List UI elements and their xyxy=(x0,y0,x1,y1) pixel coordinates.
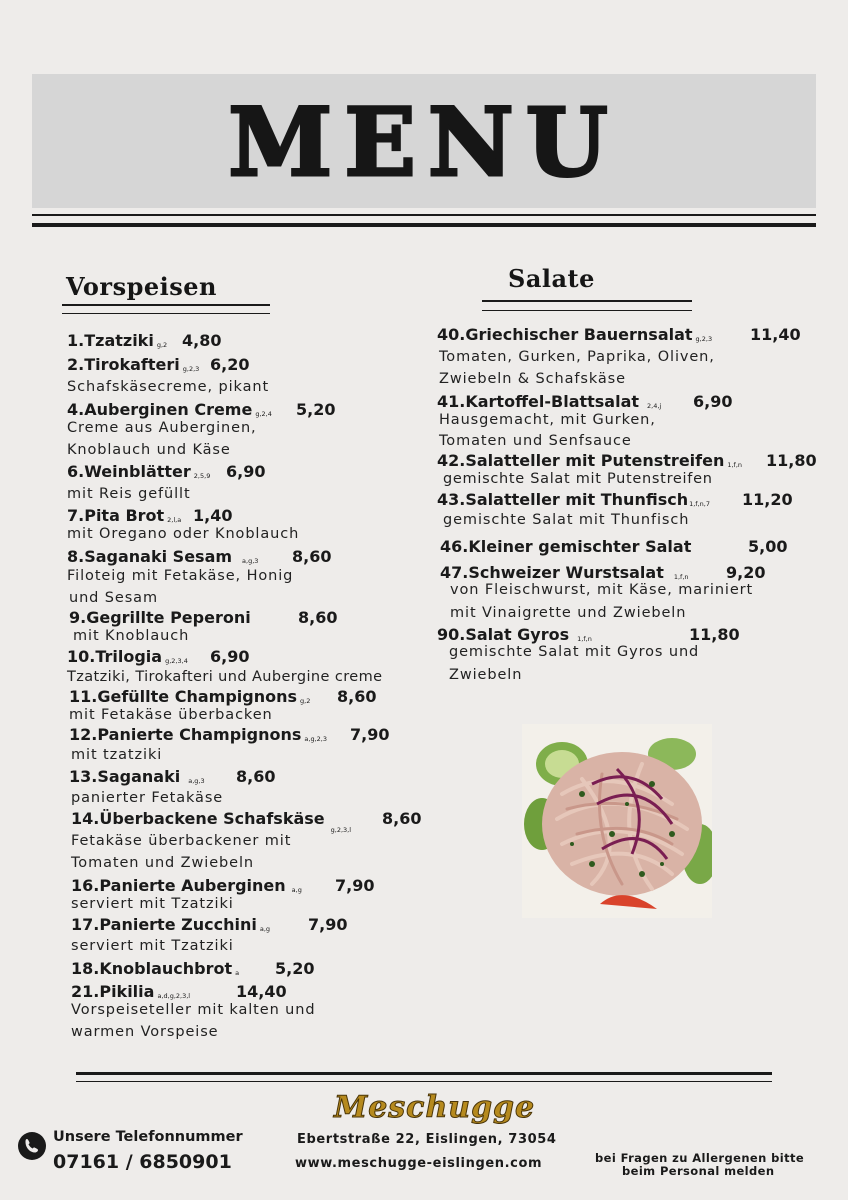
menu-item xyxy=(67,506,181,525)
item-allergens: g,2,3,4 xyxy=(165,657,188,665)
item-description: Fetakäse überbackener mit xyxy=(71,833,292,849)
item-description: Filoteig mit Fetakäse, Honig xyxy=(67,568,294,584)
item-price: 9,20 xyxy=(726,563,766,582)
item-description: mit Vinaigrette und Zwiebeln xyxy=(450,605,687,621)
phone-icon xyxy=(18,1132,46,1160)
brand-logo: Meschugge xyxy=(334,1090,536,1125)
menu-item xyxy=(69,687,310,706)
item-price: 7,90 xyxy=(308,915,348,934)
item-description: Tzatziki, Tirokafteri und Aubergine creme xyxy=(67,669,383,685)
vorspeisen-heading: Vorspeisen xyxy=(66,272,217,301)
item-name: 9.Gegrillte Peperoni xyxy=(69,608,251,627)
item-price: 11,80 xyxy=(766,451,817,470)
item-description: warmen Vorspeise xyxy=(71,1024,219,1040)
item-allergens: g,2 xyxy=(300,697,311,705)
item-description: Tomaten und Zwiebeln xyxy=(71,855,254,871)
item-name: 8.Saganaki Sesam xyxy=(67,547,233,566)
footer-divider-thick xyxy=(76,1072,772,1075)
item-allergens: 2,5,9 xyxy=(193,472,211,480)
salate-underline xyxy=(482,300,692,302)
item-price: 5,20 xyxy=(296,400,336,419)
item-allergens: a,g,2,3 xyxy=(304,735,328,743)
menu-item xyxy=(67,647,188,666)
salate-heading: Salate xyxy=(508,264,595,293)
item-description: Knoblauch und Käse xyxy=(67,442,231,458)
item-description: gemischte Salat mit Thunfisch xyxy=(443,512,690,528)
item-name: 47.Schweizer Wurstsalat xyxy=(440,563,664,582)
item-name: 7.Pita Brot xyxy=(67,506,165,525)
menu-title: MENU xyxy=(228,88,620,198)
item-description: mit Oregano oder Knoblauch xyxy=(67,526,300,542)
item-name: 12.Panierte Champignons xyxy=(69,725,302,744)
item-price: 6,90 xyxy=(210,647,250,666)
phone-number[interactable]: 07161 / 6850901 xyxy=(53,1151,232,1173)
item-price: 7,90 xyxy=(335,876,375,895)
item-name: 21.Pikilia xyxy=(71,982,155,1001)
item-name: 18.Knoblauchbrot xyxy=(71,959,233,978)
item-price: 5,00 xyxy=(748,537,788,556)
item-name: 16.Panierte Auberginen xyxy=(71,876,286,895)
website-link[interactable]: www.meschugge-eislingen.com xyxy=(295,1156,543,1171)
vorspeisen-underline-2 xyxy=(62,313,270,314)
item-price: 8,60 xyxy=(298,608,338,627)
item-description: Zwiebeln & Schafskäse xyxy=(439,371,626,387)
item-description: Tomaten und Senfsauce xyxy=(439,433,632,449)
item-description: serviert mit Tzatziki xyxy=(71,896,234,912)
header-divider-thick xyxy=(32,223,816,227)
item-description: Vorspeiseteller mit kalten und xyxy=(71,1002,316,1018)
item-price: 1,40 xyxy=(193,506,233,525)
item-description: Creme aus Auberginen, xyxy=(67,420,257,436)
item-name: 42.Salatteller mit Putenstreifen xyxy=(437,451,725,470)
item-name: 6.Weinblätter xyxy=(67,462,191,481)
item-price: 6,90 xyxy=(693,392,733,411)
vorspeisen-underline xyxy=(62,304,270,306)
menu-item xyxy=(437,325,712,344)
item-allergens: a,g,3 xyxy=(242,557,259,565)
menu-item xyxy=(67,547,258,566)
menu-item xyxy=(67,400,272,419)
item-name: 90.Salat Gyros xyxy=(437,625,570,644)
item-price: 6,20 xyxy=(210,355,250,374)
salad-photo xyxy=(522,724,712,918)
allergen-note-line2: beim Personal melden xyxy=(622,1164,775,1178)
menu-item xyxy=(71,982,190,1001)
item-description: Schafskäsecreme, pikant xyxy=(67,379,270,395)
item-name: 17.Panierte Zucchini xyxy=(71,915,257,934)
item-price: 11,80 xyxy=(689,625,740,644)
header-divider-thin xyxy=(32,214,816,216)
item-name: 41.Kartoffel-Blattsalat xyxy=(437,392,640,411)
item-allergens: 1,f,n xyxy=(727,461,743,469)
menu-item xyxy=(71,915,270,934)
item-allergens: 1,f,n xyxy=(673,573,689,581)
item-allergens: g,2,3,l xyxy=(330,826,352,834)
item-description: panierter Fetakäse xyxy=(71,790,224,806)
item-name: 11.Gefüllte Champignons xyxy=(69,687,298,706)
allergen-note-line1: bei Fragen zu Allergenen bitte xyxy=(595,1151,805,1165)
item-description: gemischte Salat mit Gyros und xyxy=(449,644,700,660)
menu-item xyxy=(71,959,239,978)
address: Ebertstraße 22, Eislingen, 73054 xyxy=(297,1132,557,1147)
item-allergens: g,2 xyxy=(156,341,168,349)
item-allergens: 1,f,n,7 xyxy=(689,500,710,508)
title-banner xyxy=(32,74,816,208)
item-price: 7,90 xyxy=(350,725,390,744)
menu-item xyxy=(437,392,661,411)
item-allergens: 2,l,a xyxy=(167,516,182,524)
item-name: 40.Griechischer Bauernsalat xyxy=(437,325,693,344)
item-price: 8,60 xyxy=(236,767,276,786)
item-price: 11,40 xyxy=(750,325,801,344)
item-description: mit Reis gefüllt xyxy=(67,486,191,502)
item-name: 14.Überbackene Schafskäse xyxy=(71,809,325,828)
menu-item xyxy=(440,537,691,556)
item-name: 4.Auberginen Creme xyxy=(67,400,253,419)
menu-item xyxy=(67,355,199,374)
item-price: 8,60 xyxy=(337,687,377,706)
item-allergens: a xyxy=(235,969,240,977)
item-name: 43.Salatteller mit Thunfisch xyxy=(437,490,689,509)
menu-item xyxy=(71,876,302,895)
menu-item xyxy=(69,767,205,786)
item-allergens: g,2,3 xyxy=(695,335,713,343)
item-description: Zwiebeln xyxy=(449,667,523,683)
item-allergens: g,2,4 xyxy=(255,410,272,418)
footer-divider-thin xyxy=(76,1081,772,1082)
menu-item xyxy=(69,725,327,744)
salate-underline-2 xyxy=(482,310,692,311)
item-allergens: a,d,g,2,3,l xyxy=(157,992,191,1000)
item-allergens: a,g,3 xyxy=(188,777,205,785)
item-description: und Sesam xyxy=(69,590,158,606)
item-price: 5,20 xyxy=(275,959,315,978)
item-price: 4,80 xyxy=(182,331,222,350)
item-price: 6,90 xyxy=(226,462,266,481)
item-price: 8,60 xyxy=(382,809,422,828)
item-price: 11,20 xyxy=(742,490,793,509)
menu-item xyxy=(437,451,742,470)
item-description: Hausgemacht, mit Gurken, xyxy=(439,412,656,428)
item-name: 13.Saganaki xyxy=(69,767,181,786)
item-description: serviert mit Tzatziki xyxy=(71,938,234,954)
menu-item xyxy=(437,490,710,509)
menu-item xyxy=(69,608,251,627)
item-description: mit Fetakäse überbacken xyxy=(69,707,273,723)
item-allergens: 2,4,j xyxy=(647,402,662,410)
item-name: 1.Tzatziki xyxy=(67,331,154,350)
phone-label: Unsere Telefonnummer xyxy=(53,1129,243,1145)
item-description: Tomaten, Gurken, Paprika, Oliven, xyxy=(439,349,715,365)
item-allergens: g,2,3 xyxy=(182,365,200,373)
item-description: gemischte Salat mit Putenstreifen xyxy=(443,471,713,487)
item-description: von Fleischwurst, mit Käse, mariniert xyxy=(450,582,754,598)
item-allergens: a,g xyxy=(291,886,302,894)
item-description: mit tzatziki xyxy=(71,747,163,763)
item-price: 8,60 xyxy=(292,547,332,566)
item-name: 2.Tirokafteri xyxy=(67,355,180,374)
item-price: 14,40 xyxy=(236,982,287,1001)
item-allergens: 1,f,n xyxy=(577,635,592,643)
item-name: 46.Kleiner gemischter Salat xyxy=(440,537,692,556)
item-description: mit Knoblauch xyxy=(73,628,190,644)
item-allergens: a,g xyxy=(259,925,271,933)
item-name: 10.Trilogia xyxy=(67,647,163,666)
menu-item xyxy=(67,331,167,350)
menu-item xyxy=(67,462,210,481)
